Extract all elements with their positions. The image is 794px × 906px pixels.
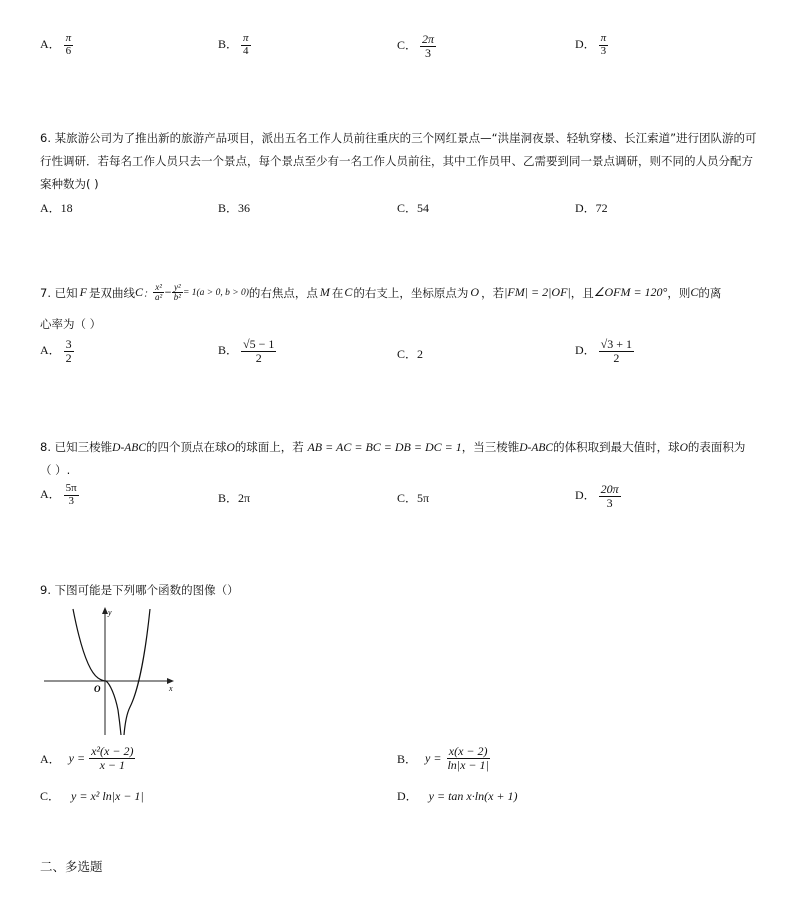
fraction: $\frac{\pi}{3}$: [600, 32, 607, 57]
q7-option-b: B． $\frac{√5 - 1}{2}$: [218, 337, 275, 365]
q9-option-a: A． y = $\frac{\text{x²(x − 2)}}{x - 1}$: [40, 744, 134, 772]
q6-option-b: B．36: [218, 201, 251, 215]
fraction: $\frac{\text{x²(x − 2)}}{x - 1}$: [91, 744, 134, 772]
q7-stem-line1: 7. 已知 F 是双曲线 C ： $\frac{\text{x²}}{\text{a²}}$ − $\frac{\text{y²}}{\text{b²}}$ = 1(a > 0, b > 0) 的右焦点，点 M 在 C 的右支上，坐标原点为 O ，若 |FM| = 2|OF| ，且 ∠OFM = 120° ，则 C 的离: [40, 282, 722, 303]
q6-stem-line1: 6. 某旅游公司为了推出新的旅游产品项目，派出五名工作人员前往重庆的三个网红景点—“洪崖洞夜景、轻轨穿楼、长江索道”进行团队游的可: [40, 131, 757, 145]
q5-option-a: A． $\frac{\pi}{6}$: [40, 32, 72, 57]
fraction: $\frac{x(x - 2)}{\ln|x - 1|}$: [447, 744, 489, 772]
curve-right-branch: [124, 609, 150, 735]
q6-stem-line3: 案种数为( ): [40, 177, 99, 191]
q9-option-d: D． y = tan x·ln(x + 1): [397, 789, 518, 803]
q8-option-a: A． $\frac{5\pi}{3}$: [40, 482, 77, 507]
fraction: $\frac{\pi}{6}$: [65, 32, 72, 57]
q9-option-c: C． y = x² ln|x − 1|: [40, 789, 144, 803]
q5-option-c: C． $\frac{2\pi}{3}$: [397, 32, 435, 60]
q8-stem-line2: （ ）.: [40, 463, 71, 477]
x-axis-label: x: [169, 684, 173, 693]
fraction: $\frac{2\pi}{3}$: [422, 32, 435, 60]
fraction: $\frac{√5 - 1}{2}$: [243, 337, 275, 365]
fraction: $\frac{3}{2}$: [65, 337, 72, 365]
q6-option-a: A．18: [40, 201, 73, 215]
q7-option-c: C．2: [397, 347, 424, 361]
function-graph: [40, 605, 180, 740]
q5-option-d: D． $\frac{\pi}{3}$: [575, 32, 607, 57]
fraction: $\frac{\text{y²}}{\text{b²}}$: [173, 282, 181, 303]
q8-stem-line1: 8. 已知三棱锥D-ABC的四个顶点在球O的球面上，若 AB = AC = BC = DB = DC = 1，当三棱锥D-ABC的体积取到最大值时，球O的表面积为: [40, 440, 746, 454]
fraction: $\frac{\pi}{4}$: [243, 32, 249, 57]
q8-option-c: C．5π: [397, 491, 430, 505]
section-heading: 二、多选题: [40, 859, 103, 874]
q7-stem-line2: 心率为（ ）: [40, 317, 102, 331]
q9-stem: 9. 下图可能是下列哪个函数的图像（）: [40, 583, 239, 597]
q7-option-d: D． $\frac{√3 + 1}{2}$: [575, 337, 633, 365]
y-axis-label: y: [108, 608, 112, 617]
q6-option-d: D．72: [575, 201, 608, 215]
q9-option-b: B． y = $\frac{x(x - 2)}{\ln|x - 1|}$: [397, 744, 489, 772]
q7-option-a: A． $\frac{3}{2}$: [40, 337, 72, 365]
curve-left-branch: [73, 609, 121, 735]
q8-option-b: B．2π: [218, 491, 251, 505]
fraction: $\frac{5\pi}{3}$: [65, 482, 77, 507]
q6-option-c: C．54: [397, 201, 430, 215]
origin-label: O: [94, 684, 101, 694]
fraction: $\frac{√3 + 1}{2}$: [600, 337, 633, 365]
fraction: $\frac{20\pi}{3}$: [600, 482, 619, 510]
q8-option-d: D． $\frac{20\pi}{3}$: [575, 482, 619, 510]
fraction: $\frac{\text{x²}}{\text{a²}}$: [155, 282, 163, 303]
q6-stem-line2: 行性调研．若每名工作人员只去一个景点，每个景点至少有一名工作人员前往，其中工作员甲、乙需要到同一景点调研，则不同的人员分配方: [40, 154, 753, 168]
q5-option-b: B． $\frac{\pi}{4}$: [218, 32, 249, 57]
